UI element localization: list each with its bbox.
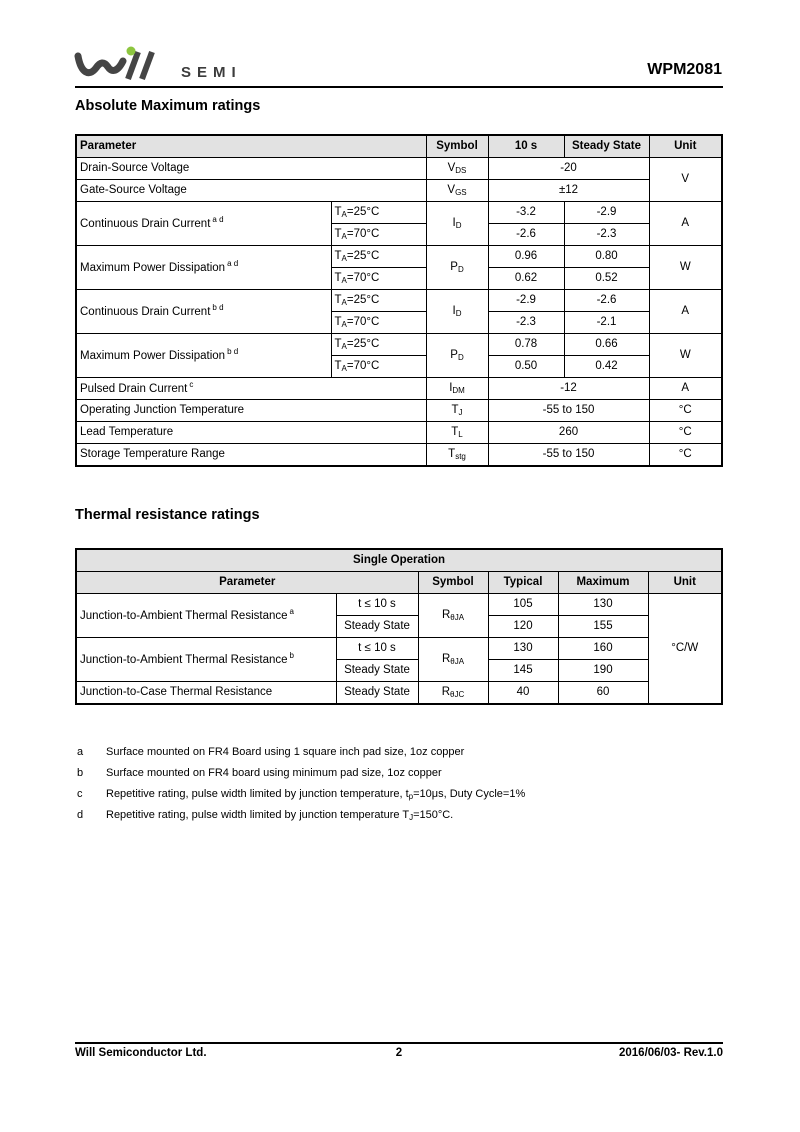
col-header-parameter: Parameter bbox=[76, 572, 418, 594]
subscript: D bbox=[455, 308, 462, 318]
value-cell: 105 bbox=[488, 594, 558, 616]
table-row bbox=[76, 158, 722, 180]
table-row bbox=[76, 638, 722, 660]
col-header-10s: 10 s bbox=[488, 135, 564, 158]
parameter-cell: Junction-to-Ambient Thermal Resistance $^a$ bbox=[76, 594, 336, 638]
parameter-cell: Maximum Power Dissipation $^{b d}$ bbox=[76, 334, 331, 378]
col-header-unit: Unit bbox=[649, 135, 722, 158]
condition-cell: $T_A=25^\circ C$ bbox=[331, 334, 426, 356]
col-header-symbol: Symbol bbox=[418, 572, 488, 594]
unit-cell: °C bbox=[649, 400, 722, 422]
col-header-parameter: Parameter bbox=[76, 135, 426, 158]
unit-cell: A bbox=[649, 378, 722, 400]
footnote-d: d Repetitive rating, pulse width limited by junction temperature $T_J=150^\circ C$. bbox=[77, 809, 454, 822]
symbol-cell: $T_{stg}$ bbox=[426, 444, 488, 467]
subscript: θJA bbox=[450, 612, 465, 622]
symbol-cell: $R_{\theta JA}$ bbox=[418, 638, 488, 682]
parameter-cell: Pulsed Drain Current $^c$ bbox=[76, 378, 426, 400]
footnote-marker: c bbox=[77, 788, 83, 800]
subscript: A bbox=[341, 363, 347, 373]
condition-cell: $T_A=25^\circ C$ bbox=[331, 290, 426, 312]
footnote-a: a Surface mounted on FR4 Board using 1 square inch pad size, 1oz copper bbox=[77, 746, 465, 758]
section-title-thermal-resistance-ratings: Thermal resistance ratings bbox=[75, 507, 260, 523]
condition-cell: $T_A=25^\circ C$ bbox=[331, 246, 426, 268]
col-header-typical: Typical bbox=[488, 572, 558, 594]
unit-cell: V bbox=[649, 158, 722, 202]
subscript: A bbox=[341, 231, 347, 241]
will-logo-icon bbox=[74, 46, 169, 84]
footnote-marker: d bbox=[77, 809, 84, 821]
footnote-marker: b bbox=[77, 767, 84, 779]
footnote-marker: a bbox=[77, 746, 84, 758]
note-ref: a d bbox=[212, 215, 224, 225]
brand-logo bbox=[74, 46, 242, 84]
value-cell: -2.1 bbox=[564, 312, 649, 334]
condition-cell: Steady State bbox=[336, 682, 418, 705]
parameter-cell: Junction-to-Ambient Thermal Resistance $^b$ bbox=[76, 638, 336, 682]
table-row bbox=[76, 594, 722, 616]
footer-company: Will Semiconductor Ltd. bbox=[75, 1047, 207, 1059]
note-ref: b d bbox=[227, 347, 239, 357]
table-row bbox=[76, 290, 722, 312]
subscript: θJA bbox=[450, 656, 465, 666]
value-cell: 0.80 bbox=[564, 246, 649, 268]
condition-cell: t ≤ 10 s bbox=[336, 638, 418, 660]
unit-cell: W bbox=[649, 334, 722, 378]
page-footer bbox=[75, 1047, 723, 1059]
value-cell: 260 bbox=[488, 422, 649, 444]
value-cell: -12 bbox=[488, 378, 649, 400]
thermal-resistance-table bbox=[75, 548, 723, 705]
value-cell: -55 to 150 bbox=[488, 400, 649, 422]
parameter-cell: Storage Temperature Range bbox=[76, 444, 426, 467]
condition-cell: $T_A=70^\circ C$ bbox=[331, 312, 426, 334]
subscript: GS bbox=[455, 187, 467, 197]
footer-revision: 2016/06/03- Rev.1.0 bbox=[618, 1047, 723, 1059]
unit-cell: A bbox=[649, 290, 722, 334]
condition-cell: $T_A=70^\circ C$ bbox=[331, 268, 426, 290]
subscript: A bbox=[341, 253, 347, 263]
value-cell: ±12 bbox=[488, 180, 649, 202]
note-ref: a d bbox=[227, 259, 239, 269]
value-cell: 0.96 bbox=[488, 246, 564, 268]
condition-cell: $T_A=25^\circ C$ bbox=[331, 202, 426, 224]
value-cell: -2.9 bbox=[564, 202, 649, 224]
subscript: A bbox=[341, 275, 347, 285]
symbol-cell: $R_{\theta JA}$ bbox=[418, 594, 488, 638]
symbol-cell: $I_D$ bbox=[426, 290, 488, 334]
value-cell: -2.6 bbox=[564, 290, 649, 312]
condition-cell: t ≤ 10 s bbox=[336, 594, 418, 616]
subscript: L bbox=[458, 429, 463, 439]
logo-semi-text: SEMI bbox=[181, 64, 242, 81]
symbol-cell: $V_{GS}$ bbox=[426, 180, 488, 202]
value-cell: 0.42 bbox=[564, 356, 649, 378]
note-ref: c bbox=[189, 380, 194, 390]
subscript: J bbox=[409, 813, 414, 822]
subscript: p bbox=[408, 792, 414, 801]
value-cell: 0.50 bbox=[488, 356, 564, 378]
value-cell: 0.78 bbox=[488, 334, 564, 356]
unit-cell: °C bbox=[649, 422, 722, 444]
subscript: A bbox=[341, 297, 347, 307]
value-cell: -3.2 bbox=[488, 202, 564, 224]
condition-cell: Steady State bbox=[336, 660, 418, 682]
parameter-cell: Gate-Source Voltage bbox=[76, 180, 426, 202]
subscript: D bbox=[457, 264, 464, 274]
symbol-cell: $T_J$ bbox=[426, 400, 488, 422]
group-header-single-operation: Single Operation bbox=[76, 549, 722, 572]
note-ref: a bbox=[289, 607, 294, 617]
value-cell: -55 to 150 bbox=[488, 444, 649, 467]
symbol-cell: $P_D$ bbox=[426, 334, 488, 378]
header-rule bbox=[75, 86, 723, 88]
value-cell: 0.52 bbox=[564, 268, 649, 290]
symbol-cell: $T_L$ bbox=[426, 422, 488, 444]
table-row bbox=[76, 400, 722, 422]
part-number: WPM2081 bbox=[647, 61, 722, 78]
subscript: DS bbox=[455, 165, 467, 175]
footer-rule bbox=[75, 1042, 723, 1044]
table-row bbox=[76, 682, 722, 705]
col-header-steady-state: Steady State bbox=[564, 135, 649, 158]
col-header-unit: Unit bbox=[648, 572, 722, 594]
note-ref: b d bbox=[212, 303, 224, 313]
symbol-cell: $I_{DM}$ bbox=[426, 378, 488, 400]
table-row bbox=[76, 422, 722, 444]
value-cell: 0.62 bbox=[488, 268, 564, 290]
subscript: D bbox=[457, 352, 464, 362]
subscript: A bbox=[341, 209, 347, 219]
note-ref: b bbox=[289, 651, 294, 661]
parameter-cell: Continuous Drain Current $^{a d}$ bbox=[76, 202, 331, 246]
unit-cell: W bbox=[649, 246, 722, 290]
subscript: θJC bbox=[450, 689, 465, 699]
table-header-row bbox=[76, 135, 722, 158]
value-cell: -2.3 bbox=[488, 312, 564, 334]
value-cell: 155 bbox=[558, 616, 648, 638]
symbol-cell: $V_{DS}$ bbox=[426, 158, 488, 180]
table-row bbox=[76, 246, 722, 268]
value-cell: 145 bbox=[488, 660, 558, 682]
subscript: J bbox=[458, 407, 463, 417]
symbol-cell: $P_D$ bbox=[426, 246, 488, 290]
symbol-cell: $R_{\theta JC}$ bbox=[418, 682, 488, 705]
parameter-cell: Operating Junction Temperature bbox=[76, 400, 426, 422]
subscript: stg bbox=[455, 451, 466, 461]
value-cell: 130 bbox=[488, 638, 558, 660]
symbol-cell: $I_D$ bbox=[426, 202, 488, 246]
parameter-cell: Lead Temperature bbox=[76, 422, 426, 444]
value-cell: 190 bbox=[558, 660, 648, 682]
logo-green-dot bbox=[127, 47, 136, 56]
parameter-cell: Continuous Drain Current $^{b d}$ bbox=[76, 290, 331, 334]
absolute-maximum-ratings-table bbox=[75, 134, 723, 467]
parameter-cell: Junction-to-Case Thermal Resistance bbox=[76, 682, 336, 705]
col-header-symbol: Symbol bbox=[426, 135, 488, 158]
footnote-b: b Surface mounted on FR4 board using minimum pad size, 1oz copper bbox=[77, 767, 442, 779]
table-row bbox=[76, 202, 722, 224]
unit-cell: °C bbox=[649, 444, 722, 467]
value-cell: 0.66 bbox=[564, 334, 649, 356]
value-cell: -2.9 bbox=[488, 290, 564, 312]
condition-cell: $T_A=70^\circ C$ bbox=[331, 224, 426, 246]
value-cell: 130 bbox=[558, 594, 648, 616]
col-header-maximum: Maximum bbox=[558, 572, 648, 594]
value-cell: 160 bbox=[558, 638, 648, 660]
table-row bbox=[76, 378, 722, 400]
value-cell: -20 bbox=[488, 158, 649, 180]
value-cell: -2.3 bbox=[564, 224, 649, 246]
table-row bbox=[76, 334, 722, 356]
subscript: D bbox=[455, 220, 462, 230]
footnote-c: c Repetitive rating, pulse width limited by junction temperature, $t_p=10\mu s$, Duty Cycle=1% bbox=[77, 788, 526, 801]
subscript: DM bbox=[452, 385, 465, 395]
section-title-absolute-maximum-ratings: Absolute Maximum ratings bbox=[75, 98, 261, 114]
subscript: A bbox=[341, 319, 347, 329]
value-cell: 120 bbox=[488, 616, 558, 638]
value-cell: -2.6 bbox=[488, 224, 564, 246]
condition-cell: $T_A=70^\circ C$ bbox=[331, 356, 426, 378]
parameter-cell: Maximum Power Dissipation $^{a d}$ bbox=[76, 246, 331, 290]
unit-cell: A bbox=[649, 202, 722, 246]
value-cell: 60 bbox=[558, 682, 648, 705]
page-number: 2 bbox=[395, 1047, 403, 1059]
table-row bbox=[76, 180, 722, 202]
table-row bbox=[76, 444, 722, 467]
condition-cell: Steady State bbox=[336, 616, 418, 638]
parameter-cell: Drain-Source Voltage bbox=[76, 158, 426, 180]
unit-cell: °C/W bbox=[648, 594, 722, 705]
table-header-row bbox=[76, 572, 722, 594]
table-group-header-row bbox=[76, 549, 722, 572]
value-cell: 40 bbox=[488, 682, 558, 705]
subscript: A bbox=[341, 341, 347, 351]
